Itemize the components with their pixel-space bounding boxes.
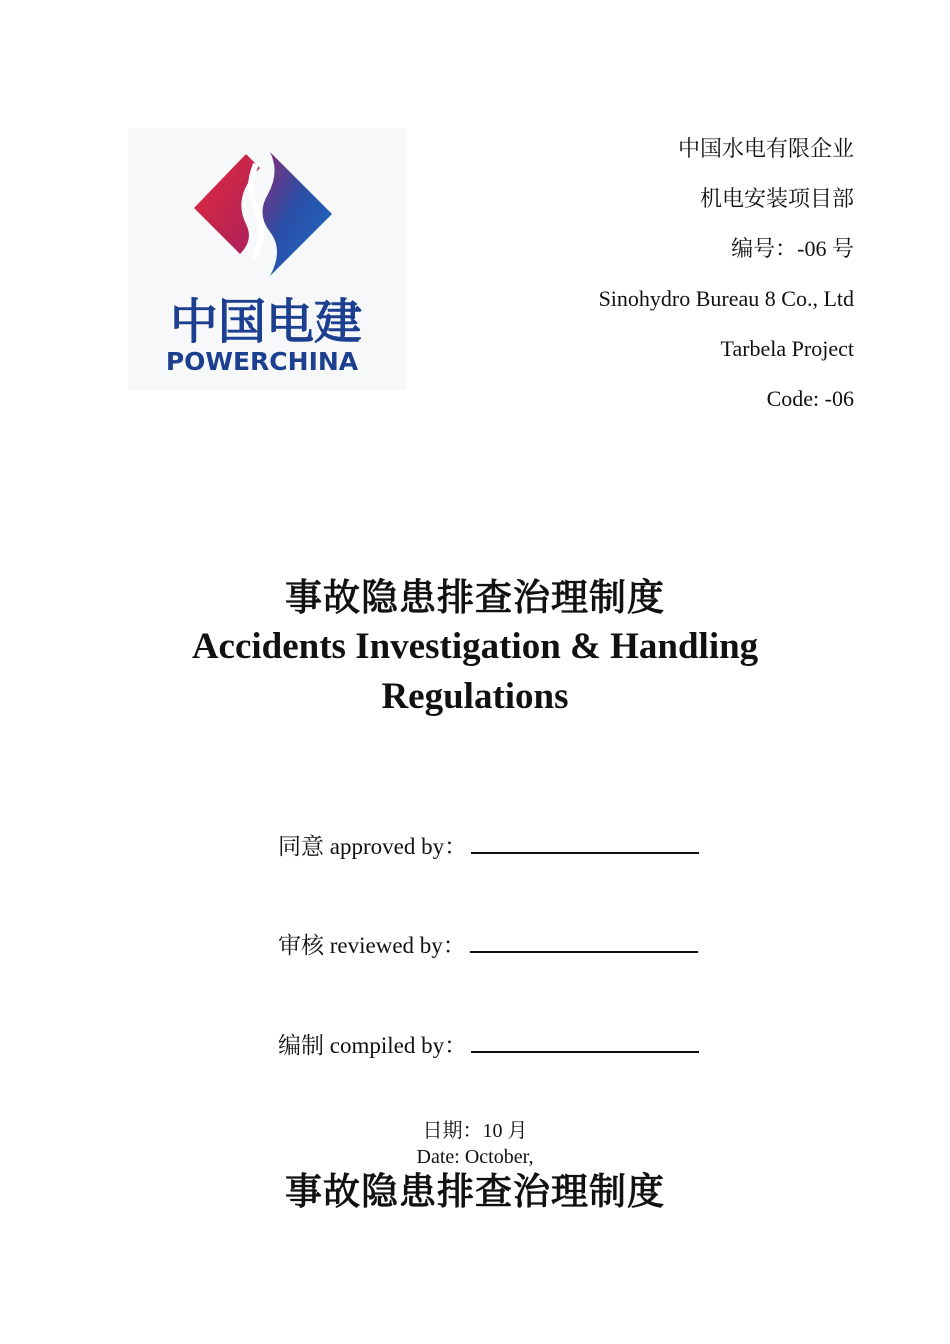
body-heading: 事故隐患排查治理制度: [285, 1169, 665, 1213]
title-en: Accidents Investigation & Handling Regulations: [191, 626, 759, 717]
logo-cn-text: 中国电建: [169, 294, 363, 350]
approved-by-label: 同意 approved by：: [278, 834, 468, 859]
date-en: Date: October,: [416, 1146, 534, 1168]
department-name-cn: 机电安装项目部: [699, 186, 854, 211]
company-name-cn: 中国水电有限企业: [677, 136, 854, 161]
document-title: [0, 572, 950, 722]
project-name-en: Tarbela Project: [720, 336, 854, 361]
reviewed-by-row: [278, 929, 698, 963]
approved-by-row: [278, 830, 699, 864]
document-header: [434, 128, 854, 428]
compiled-by-label: 编制 compiled by：: [278, 1033, 468, 1058]
logo-en-text: POWERCHINA: [165, 347, 359, 376]
logo-red-shape: [194, 154, 260, 254]
compiled-by-row: [278, 1029, 699, 1063]
compiled-by-signature-line: [471, 1029, 699, 1053]
reviewed-by-label: 审核 reviewed by：: [278, 933, 466, 958]
powerchina-logo: [128, 128, 406, 390]
powerchina-logo-graphic: [128, 128, 406, 390]
company-name-en: Sinohydro Bureau 8 Co., Ltd: [598, 286, 854, 311]
logo-white-ribbon: [251, 164, 262, 258]
date-cn: 日期：10 月: [422, 1120, 528, 1142]
document-code-en: Code: -06: [766, 386, 854, 411]
reviewed-by-signature-line: [470, 929, 698, 953]
approved-by-signature-line: [471, 830, 699, 854]
document-code-cn: 编号：-06 号: [731, 236, 854, 261]
logo-blue-shape: [262, 152, 332, 276]
title-cn: 事故隐患排查治理制度: [285, 575, 665, 619]
date-block: [0, 1118, 950, 1170]
